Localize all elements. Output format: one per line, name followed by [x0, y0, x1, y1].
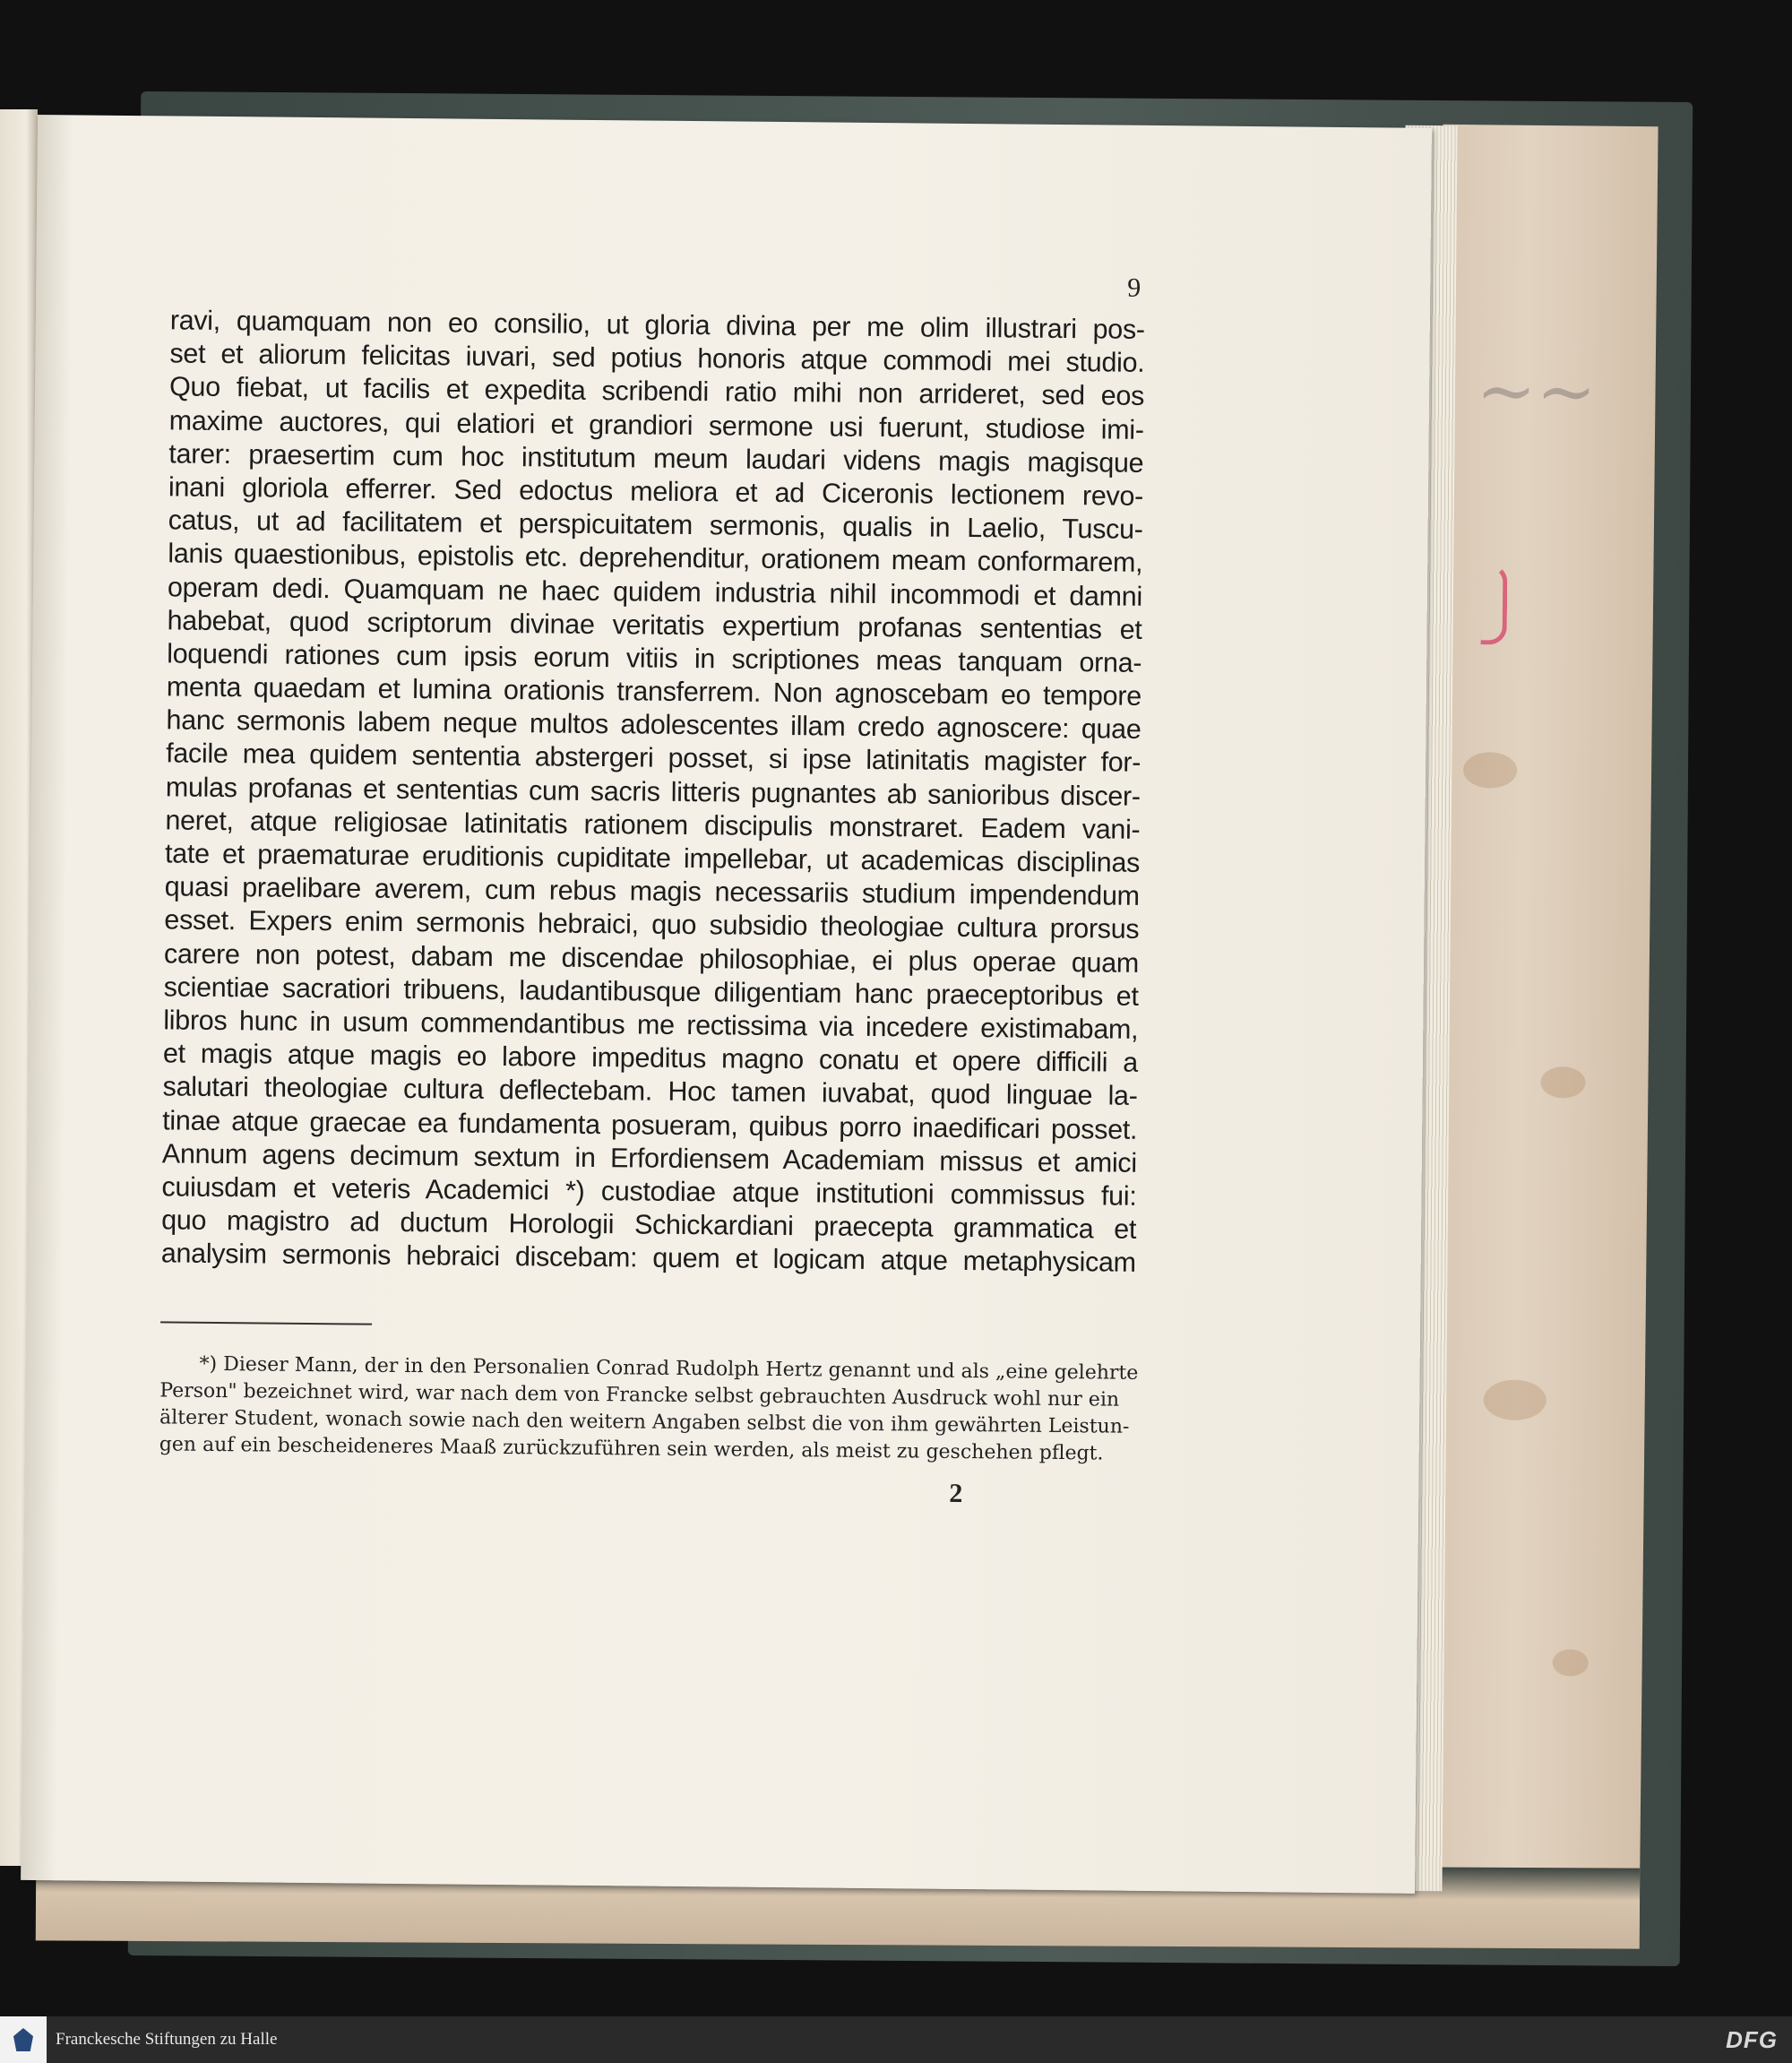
text-line: mulas profanas et sententias cum sacris litteris pugnantes ab sanioribus discer-: [165, 772, 1141, 812]
text-line: quasi praelibare averem, cum rebus magis necessariis studium impendendum: [164, 871, 1140, 912]
text-line: facile mea quidem sententia abstergeri posset, si ipse latinitatis magister for-: [166, 738, 1142, 779]
footnote-line: älterer Student, wonach sowie nach den weitern Angaben selbst die von ihm gewährten Leistun-: [159, 1406, 1130, 1438]
body-text: [161, 304, 1145, 1280]
footnote-line: *) Dieser Mann, der in den Personalien Conrad Rudolph Hertz genannt und als „eine gelehrte: [199, 1352, 1139, 1385]
pencil-marking: ∼∼: [1476, 349, 1598, 434]
text-line: salutari theologiae cultura deflectebam. Hoc tamen iuvabat, quod linguae la-: [162, 1071, 1138, 1112]
paper-stain: [1463, 752, 1517, 789]
text-line: maxime auctores, qui elatiori et grandiori sermone usi fuerunt, studiose imi-: [168, 404, 1144, 445]
flyleaf: [1424, 125, 1658, 1946]
recto-page: [21, 115, 1432, 1894]
text-line: analysim sermonis hebraici discebam: quem et logicam atque metaphysicam: [160, 1238, 1136, 1279]
paper-stain: [1484, 1379, 1546, 1420]
paper-stain: [1540, 1066, 1585, 1099]
text-line: quo magistro ad ductum Horologii Schickardiani praecepta grammatica et: [161, 1204, 1137, 1245]
text-line: carere non potest, dabam me discendae philosophiae, ei plus operae quam: [163, 937, 1140, 979]
text-line: tate et praematurae eruditionis cupiditate impellebar, ut academicas disciplinas: [164, 838, 1141, 878]
text-line: habebat, quod scriptorum divinae veritatis expertium profanas sententias et: [167, 605, 1142, 645]
text-line: inani gloriola efferrer. Sed edoctus meliora et ad Ciceronis lectionem revo-: [168, 471, 1144, 512]
footer-bar: [0, 2016, 1792, 2063]
signature-mark: 2: [949, 1478, 963, 1508]
paper-stain: [1553, 1649, 1589, 1676]
text-line: Annum agens decimum sextum in Erfordiensem Academiam missus et amici: [161, 1138, 1137, 1178]
institution-logo[interactable]: [0, 2016, 47, 2063]
red-mark: [1481, 564, 1508, 644]
text-line: menta quaedam et lumina orationis transferrem. Non agnoscebam eo tempore: [166, 671, 1142, 712]
text-line: libros hunc in usum commendantibus me rectissima via incedere existimabam,: [163, 1005, 1139, 1045]
text-line: ravi, quamquam non eo consilio, ut gloria divina per me olim illustrari pos-: [169, 305, 1145, 345]
dfg-logo[interactable]: DFG: [1726, 2025, 1778, 2053]
text-line: hanc sermonis labem neque multos adolescentes illam credo agnoscere: quae: [166, 704, 1142, 746]
text-line: Quo fiebat, ut facilis et expedita scribendi ratio mihi non arrideret, sed eos: [168, 371, 1145, 412]
text-line: esset. Expers enim sermonis hebraici, quo subsidio theologiae cultura prorsus: [164, 904, 1140, 945]
text-line: tinae atque graecae ea fundamenta posueram, quibus porro inaedificari posset.: [162, 1104, 1138, 1145]
text-line: operam dedi. Quamquam ne haec quidem industria nihil incommodi et damni: [167, 571, 1143, 612]
text-line: tarer: praesertim cum hoc institutum meum laudari videns magis magisque: [168, 438, 1144, 479]
page-number: 9: [1127, 272, 1142, 303]
text-line: neret, atque religiosae latinitatis rationem discipulis monstraret. Eadem vani-: [165, 805, 1141, 845]
text-line: scientiae sacratiori tribuens, laudantibusque diligentiam hanc praeceptoribus et: [163, 971, 1139, 1012]
text-line: loquendi rationes cum ipsis eorum vitiis in scriptiones meas tanquam orna-: [167, 638, 1142, 678]
text-line: catus, ut ad facilitatem et perspicuitatem sermonis, qualis in Laelio, Tuscu-: [168, 505, 1143, 545]
logo-icon: [13, 2028, 33, 2051]
text-line: cuiusdam et veteris Academici *) custodiae atque institutioni commissus fui:: [161, 1171, 1137, 1212]
text-line: et magis atque magis eo labore impeditus magno conatu et opere difficili a: [162, 1038, 1139, 1078]
footer-title[interactable]: Franckesche Stiftungen zu Halle: [56, 2030, 278, 2049]
footnote-line: Person" bezeichnet wird, war nach dem von Francke selbst gebrauchten Ausdruck wohl nur ein: [159, 1379, 1120, 1411]
text-line: set et aliorum felicitas iuvari, sed potius honoris atque commodi mei studio.: [169, 338, 1145, 379]
footnote-rule: [160, 1321, 372, 1325]
footnote: [159, 1351, 1139, 1467]
footnote-line: gen auf ein bescheideneres Maaß zurückzuführen sein werden, als meist zu geschehen pflegt.: [159, 1433, 1104, 1465]
text-line: lanis quaestionibus, epistolis etc. deprehenditur, orationem meam conformarem,: [168, 538, 1143, 579]
